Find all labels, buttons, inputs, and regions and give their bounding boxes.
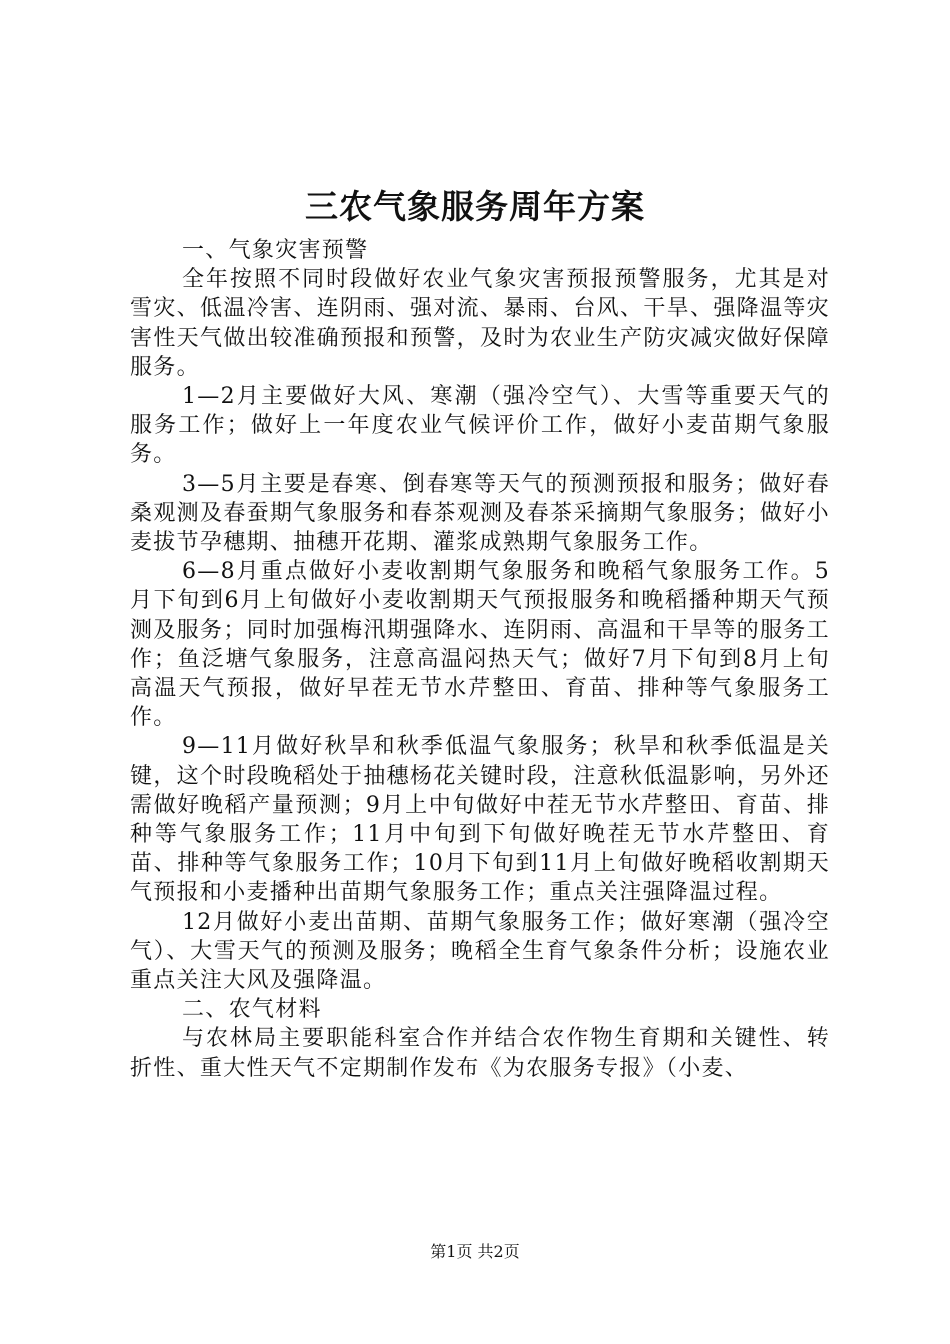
document-title: 三农气象服务周年方案 xyxy=(305,187,645,226)
paragraph: 1—2月主要做好大风、寒潮（强冷空气）、大雪等重要天气的服务工作；做好上一年度农业气候评价工作，做好小麦苗期气象服务。 xyxy=(130,384,830,468)
paragraph: 全年按照不同时段做好农业气象灾害预报预警服务，尤其是对雪灾、低温冷害、连阴雨、强对流、暴雨、台风、干旱、强降温等灾害性天气做出较准确预报和预警，及时为农业生产防灾减灾做好保障服务。 xyxy=(130,267,830,380)
section-heading: 二、农气材料 xyxy=(182,997,322,1023)
paragraph: 与农林局主要职能科室合作并结合农作物生育期和关键性、转折性、重大性天气不定期制作发布《为农服务专报》（小麦、 xyxy=(130,1026,830,1081)
paragraph: 3—5月主要是春寒、倒春寒等天气的预测预报和服务；做好春桑观测及春蚕期气象服务和春茶观测及春茶采摘期气象服务；做好小麦拔节孕穗期、抽穗开花期、灌浆成熟期气象服务工作。 xyxy=(130,471,830,556)
paragraph: 6—8月重点做好小麦收割期气象服务和晚稻气象服务工作。5月下旬到6月上旬做好小麦收割期天气预报服务和晚稻播种期天气预测及服务；同时加强梅汛期强降水、连阴雨、高温和干旱等的服务工作；鱼泛塘气象服务，注意高温闷热天气；做好7月下旬到8月上旬高温天气预报，做好早茬无节水芹整田、育苗、排种等气象服务工作。 xyxy=(130,559,830,731)
section-heading: 一、气象灾害预警 xyxy=(182,238,369,263)
paragraph: 12月做好小麦出苗期、苗期气象服务工作；做好寒潮（强冷空气）、大雪天气的预测及服务；晚稻全生育气象条件分析；设施农业重点关注大风及强降温。 xyxy=(130,909,830,994)
document-body xyxy=(130,236,830,1083)
paragraph: 9—11月做好秋旱和秋季低温气象服务；秋旱和秋季低温是关键，这个时段晚稻处于抽穗杨花关键时段，注意秋低温影响，另外还需做好晚稻产量预测；9月上中旬做好中茬无节水芹整田、育苗、排种等气象服务工作；11月中旬到下旬做好晚茬无节水芹整田、育苗、排种等气象服务工作；10月下旬到11月上旬做好晚稻收割期天气预报和小麦播种出苗期气象服务工作；重点关注强降温过程。 xyxy=(130,734,830,906)
page-number-footer: 第1页 共2页 xyxy=(430,1242,520,1261)
